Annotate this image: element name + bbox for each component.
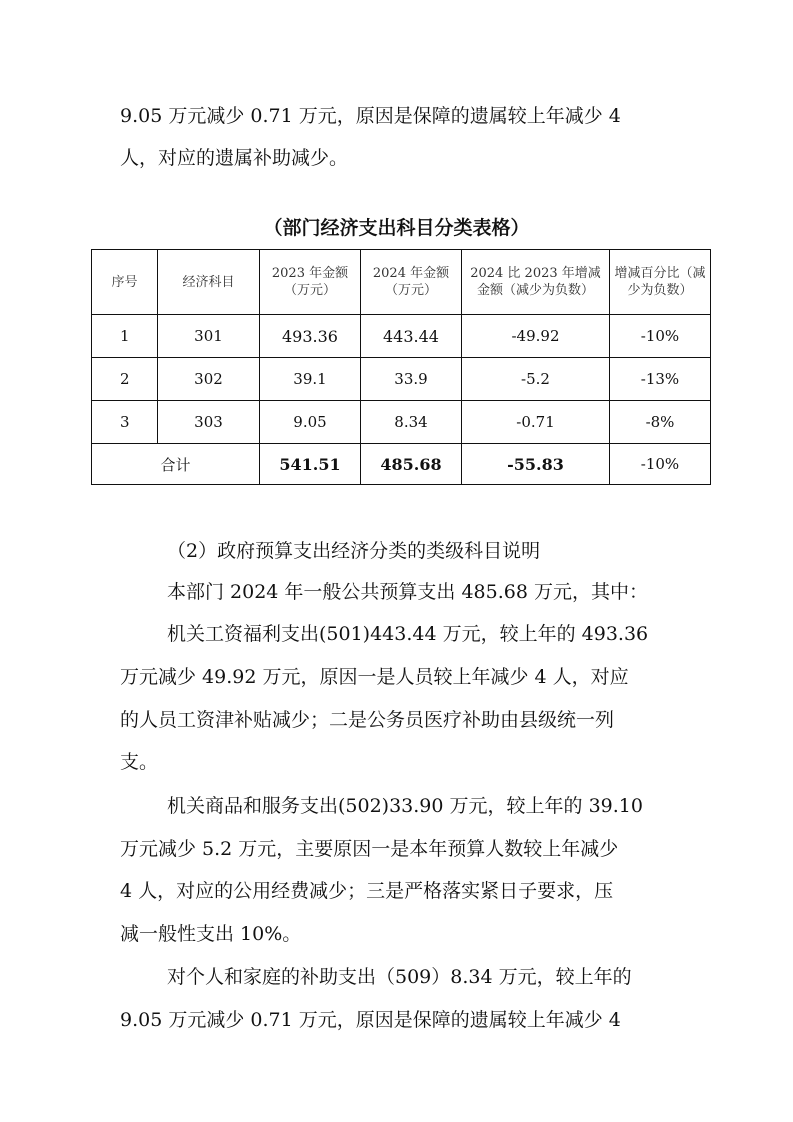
table-caption: （部门经济支出科目分类表格） [263, 217, 530, 239]
cell-2024: 33.9 [361, 358, 462, 401]
cell-no: 2 [92, 358, 158, 401]
cell-pct: -10% [610, 315, 711, 358]
header-2024: 2024 年金额（万元） [361, 250, 462, 315]
header-code: 经济科目 [158, 250, 260, 315]
p502-line-3: 4 人，对应的公用经费减少；三是严格落实紧日子要求，压 [120, 880, 614, 902]
cell-diff: -0.71 [462, 401, 610, 444]
header-no: 序号 [92, 250, 158, 315]
p509-line-2: 9.05 万元减少 0.71 万元，原因是保障的遗属较上年减少 4 [120, 1009, 621, 1031]
total-pct: -10% [610, 444, 711, 485]
total-2023: 541.51 [260, 444, 361, 485]
cell-diff: -5.2 [462, 358, 610, 401]
table-row [92, 358, 711, 401]
p501-line-1: 机关工资福利支出(501)443.44 万元，较上年的 493.36 [167, 623, 649, 645]
header-diff: 2024 比 2023 年增减金额（减少为负数） [462, 250, 610, 315]
p501-line-3: 的人员工资津补贴减少；二是公务员医疗补助由县级统一列 [120, 709, 615, 731]
top-paragraph-line-1: 9.05 万元减少 0.71 万元，原因是保障的遗属较上年减少 4 [120, 105, 621, 127]
total-label: 合计 [92, 444, 260, 485]
cell-no: 1 [92, 315, 158, 358]
section-heading: （2）政府预算支出经济分类的类级科目说明 [167, 540, 541, 562]
total-2024: 485.68 [361, 444, 462, 485]
header-2023: 2023 年金额（万元） [260, 250, 361, 315]
cell-code: 303 [158, 401, 260, 444]
p502-line-2: 万元减少 5.2 万元，主要原因一是本年预算人数较上年减少 [120, 838, 619, 860]
cell-diff: -49.92 [462, 315, 610, 358]
economic-classification-table [91, 249, 711, 485]
cell-code: 302 [158, 358, 260, 401]
p501-line-2: 万元减少 49.92 万元，原因一是人员较上年减少 4 人，对应 [120, 666, 629, 688]
cell-2023: 39.1 [260, 358, 361, 401]
cell-no: 3 [92, 401, 158, 444]
table-header-row [92, 250, 711, 315]
p502-line-1: 机关商品和服务支出(502)33.90 万元，较上年的 39.10 [167, 795, 643, 817]
header-pct: 增减百分比（减少为负数） [610, 250, 711, 315]
section-intro: 本部门 2024 年一般公共预算支出 485.68 万元，其中： [167, 581, 648, 603]
p502-line-4: 减一般性支出 10%。 [120, 923, 302, 945]
table-row [92, 401, 711, 444]
cell-2024: 8.34 [361, 401, 462, 444]
cell-2024: 443.44 [361, 315, 462, 358]
total-diff: -55.83 [462, 444, 610, 485]
p509-line-1: 对个人和家庭的补助支出（509）8.34 万元，较上年的 [167, 966, 632, 988]
top-paragraph-line-2: 人，对应的遗属补助减少。 [120, 147, 349, 169]
cell-code: 301 [158, 315, 260, 358]
table-row [92, 315, 711, 358]
cell-pct: -8% [610, 401, 711, 444]
cell-2023: 493.36 [260, 315, 361, 358]
table-total-row [92, 444, 711, 485]
cell-pct: -13% [610, 358, 711, 401]
p501-line-4: 支。 [120, 751, 159, 773]
cell-2023: 9.05 [260, 401, 361, 444]
